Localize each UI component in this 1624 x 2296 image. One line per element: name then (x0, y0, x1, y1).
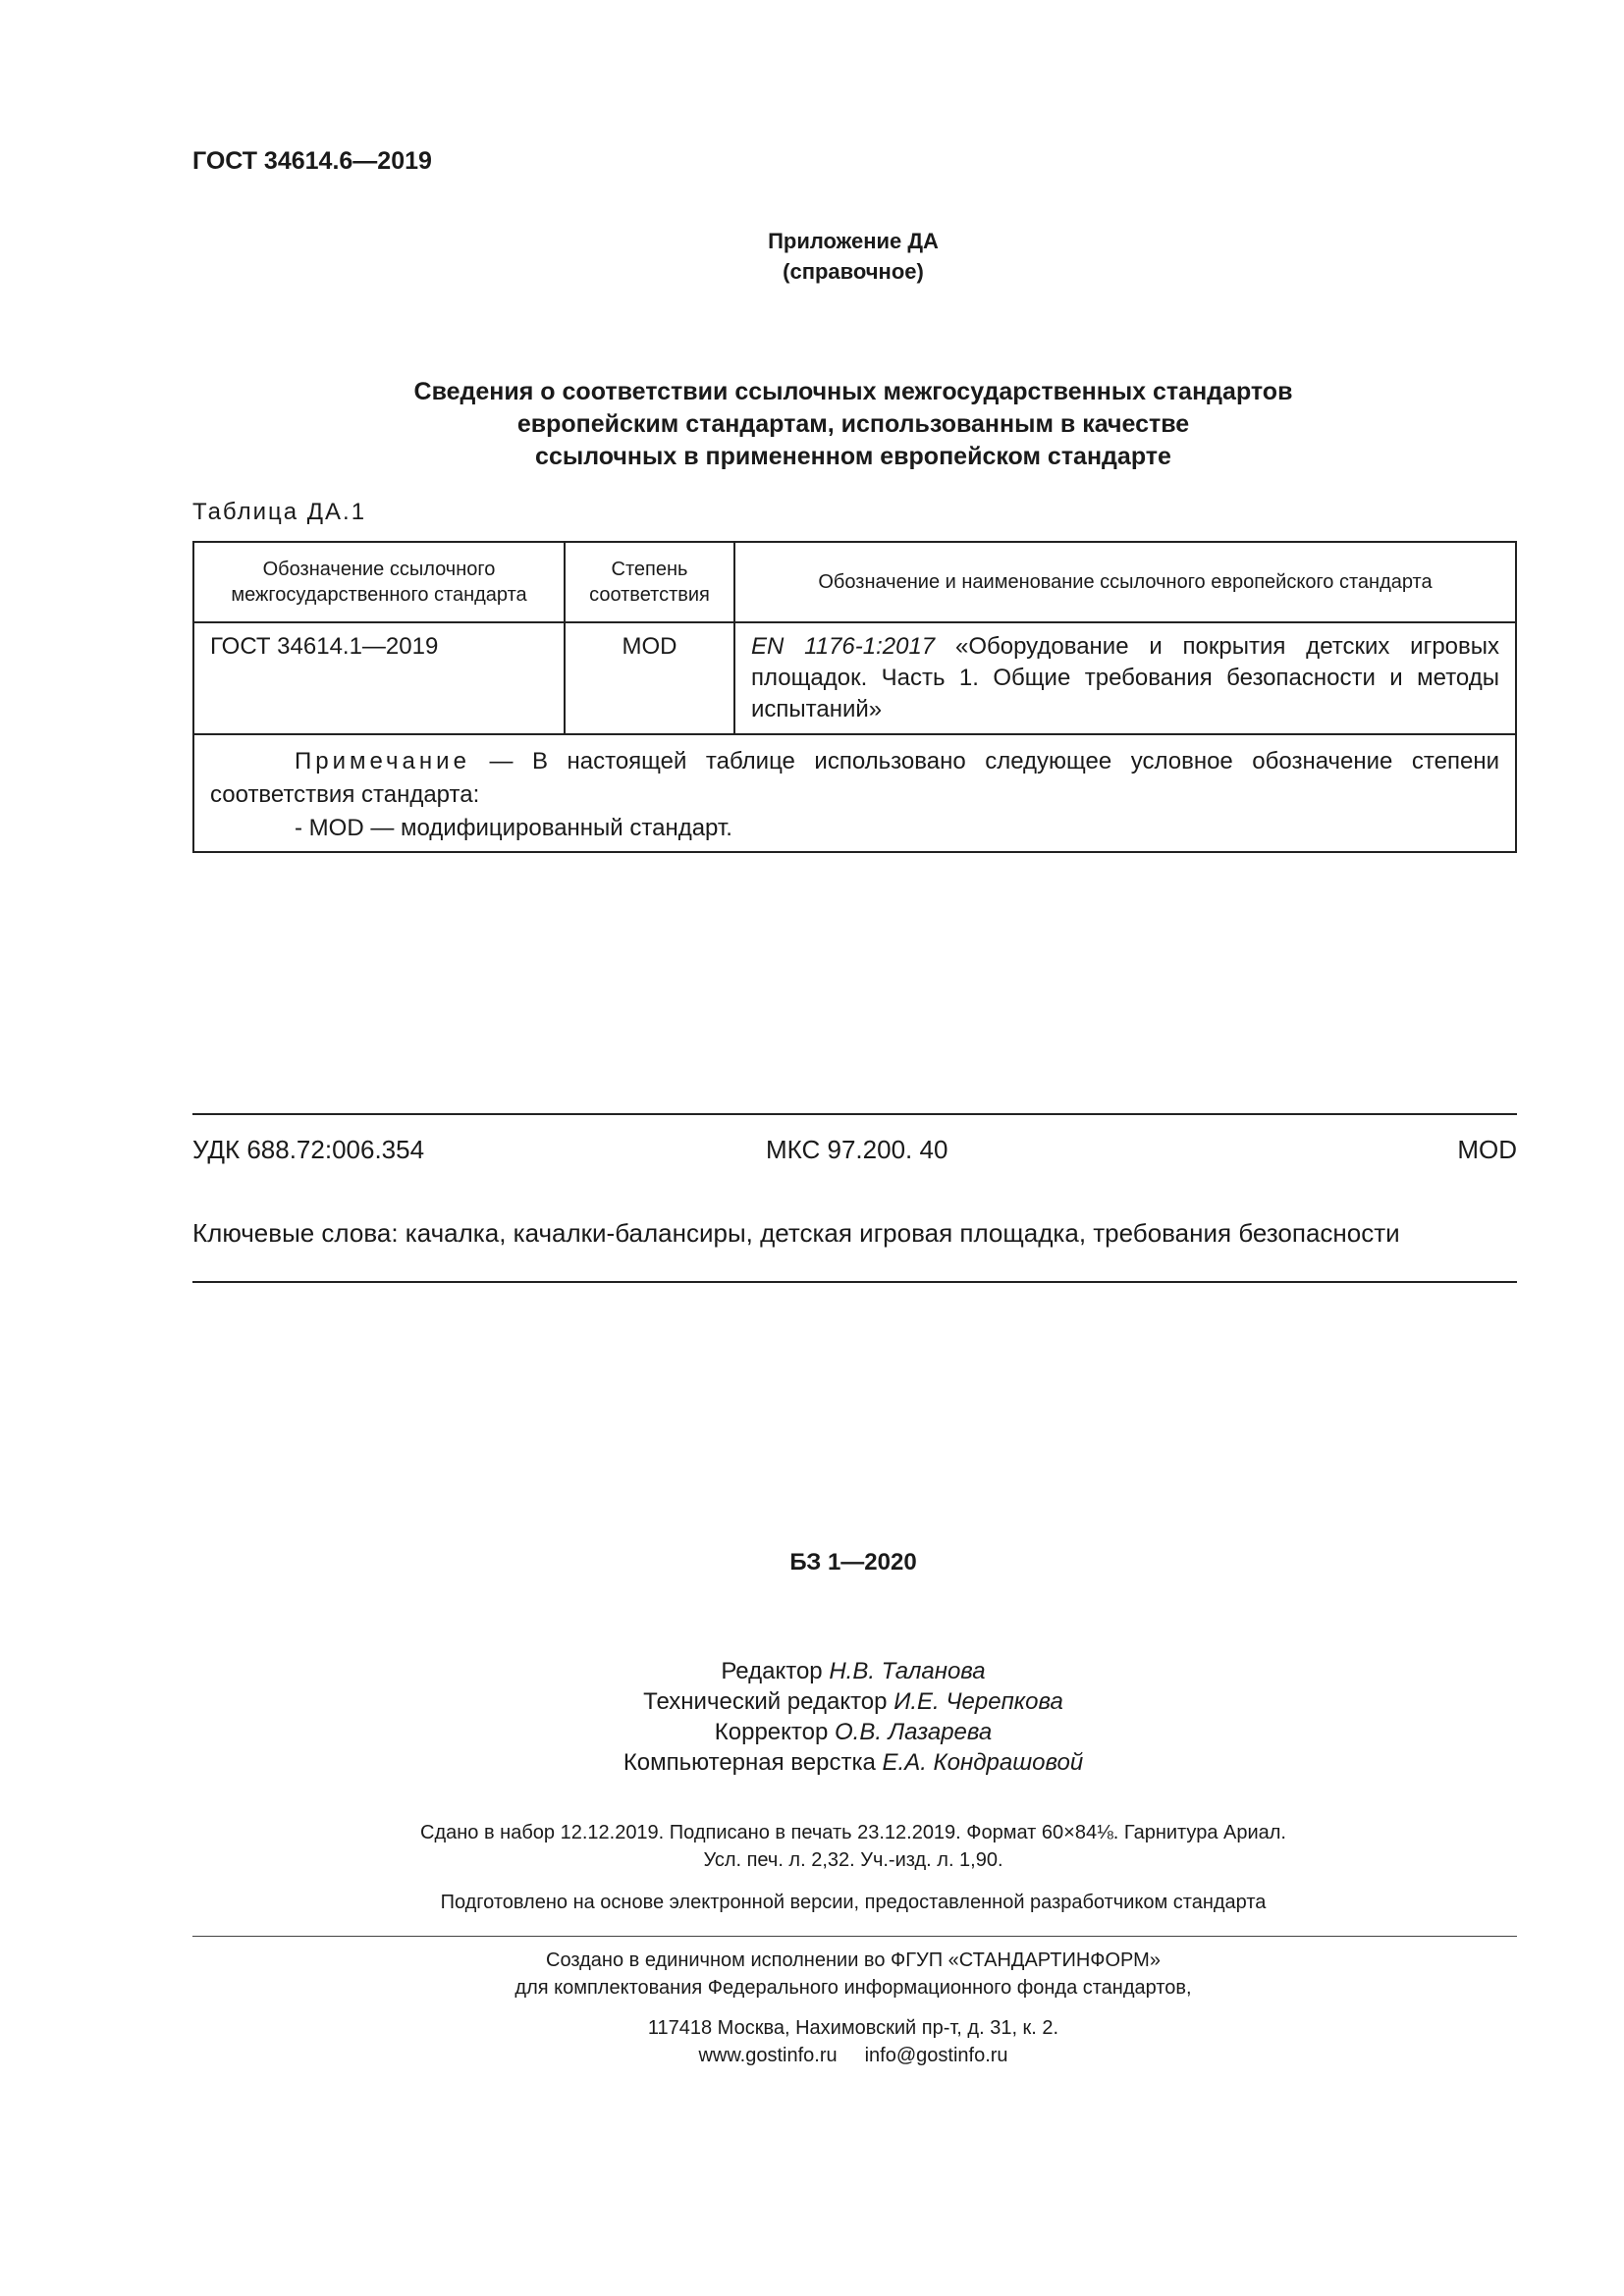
table-note-row (193, 734, 1516, 852)
section-title-line: ссылочных в примененном европейском стандарте (535, 443, 1171, 470)
table-row (193, 622, 1516, 734)
credits-block (192, 1656, 1514, 1778)
en-code: EN 1176-1:2017 (751, 633, 936, 660)
created-line: Создано в единичном исполнении во ФГУП «СТАНДАРТИНФОРМ» (546, 1949, 1161, 1971)
address-block (192, 2014, 1514, 2069)
created-note (192, 1947, 1514, 2002)
table-note (193, 734, 1516, 852)
udk-code: УДК 688.72:006.354 (192, 1135, 425, 1164)
mks-code: МКС 97.200. 40 (766, 1135, 948, 1164)
cell-degree: MOD (565, 622, 734, 734)
created-line: для комплектования Федерального информационного фонда стандартов, (514, 1977, 1192, 1999)
divider (192, 1113, 1517, 1115)
header-degree: Степень соответствия (565, 542, 734, 622)
cell-en-standard (734, 622, 1516, 734)
section-title-line: европейским стандартам, использованным в качестве (516, 410, 1190, 438)
note-item: - MOD — модифицированный стандарт. (295, 815, 732, 841)
table-header-row (193, 542, 1516, 622)
table-label: Таблица ДА.1 (192, 499, 367, 525)
credit-editor: Редактор Н.В. Таланова (721, 1658, 986, 1684)
en-title: «Оборудование и покрытия детских игровых площадок. Часть 1. Общие требования безопасности и методы испытаний» (751, 633, 1500, 722)
appendix-heading (192, 226, 1514, 287)
imprint (192, 1819, 1514, 1874)
email-link[interactable]: info@gostinfo.ru (864, 2045, 1008, 2066)
keywords: Ключевые слова: качалка, качалки-балансиры, детская игровая площадка, требования безопасности (192, 1218, 1400, 1248)
credit-corrector: Корректор О.В. Лазарева (714, 1719, 993, 1745)
header-en-designation: Обозначение и наименование ссылочного европейского стандарта (734, 542, 1516, 622)
appendix-subtitle: (справочное) (783, 259, 924, 284)
correspondence-table (192, 541, 1517, 853)
prepared-note: Подготовлено на основе электронной версии, предоставленной разработчиком стандарта (440, 1892, 1267, 1913)
appendix-title: Приложение ДА (768, 229, 939, 253)
credit-tech-editor: Технический редактор И.Е. Черепкова (643, 1688, 1063, 1715)
bz-number: БЗ 1—2020 (789, 1549, 917, 1575)
divider (192, 1281, 1517, 1283)
document-code: ГОСТ 34614.6—2019 (192, 147, 432, 175)
credit-layout: Компьютерная верстка Е.А. Кондрашовой (623, 1749, 1084, 1776)
website-link[interactable]: www.gostinfo.ru (698, 2045, 838, 2066)
cell-gost: ГОСТ 34614.1—2019 (193, 622, 565, 734)
address-line: 117418 Москва, Нахимовский пр-т, д. 31, к. 2. (647, 2017, 1059, 2039)
mod-code: MOD (1457, 1135, 1517, 1164)
header-gost-designation: Обозначение ссылочного межгосударственного стандарта (193, 542, 565, 622)
section-title-line: Сведения о соответствии ссылочных межгосударственных стандартов (413, 378, 1293, 405)
imprint-line: Сдано в набор 12.12.2019. Подписано в печать 23.12.2019. Формат 60×84⅛. Гарнитура Ариал. (420, 1822, 1286, 1843)
section-title (192, 376, 1514, 473)
imprint-line: Усл. печ. л. 2,32. Уч.-изд. л. 1,90. (703, 1849, 1003, 1871)
divider (192, 1936, 1517, 1937)
note-label: Примечание (295, 748, 470, 774)
note-text: — В настоящей таблице использовано следующее условное обозначение степени соответствия стандарта: (210, 748, 1499, 808)
contacts (192, 2042, 1514, 2069)
